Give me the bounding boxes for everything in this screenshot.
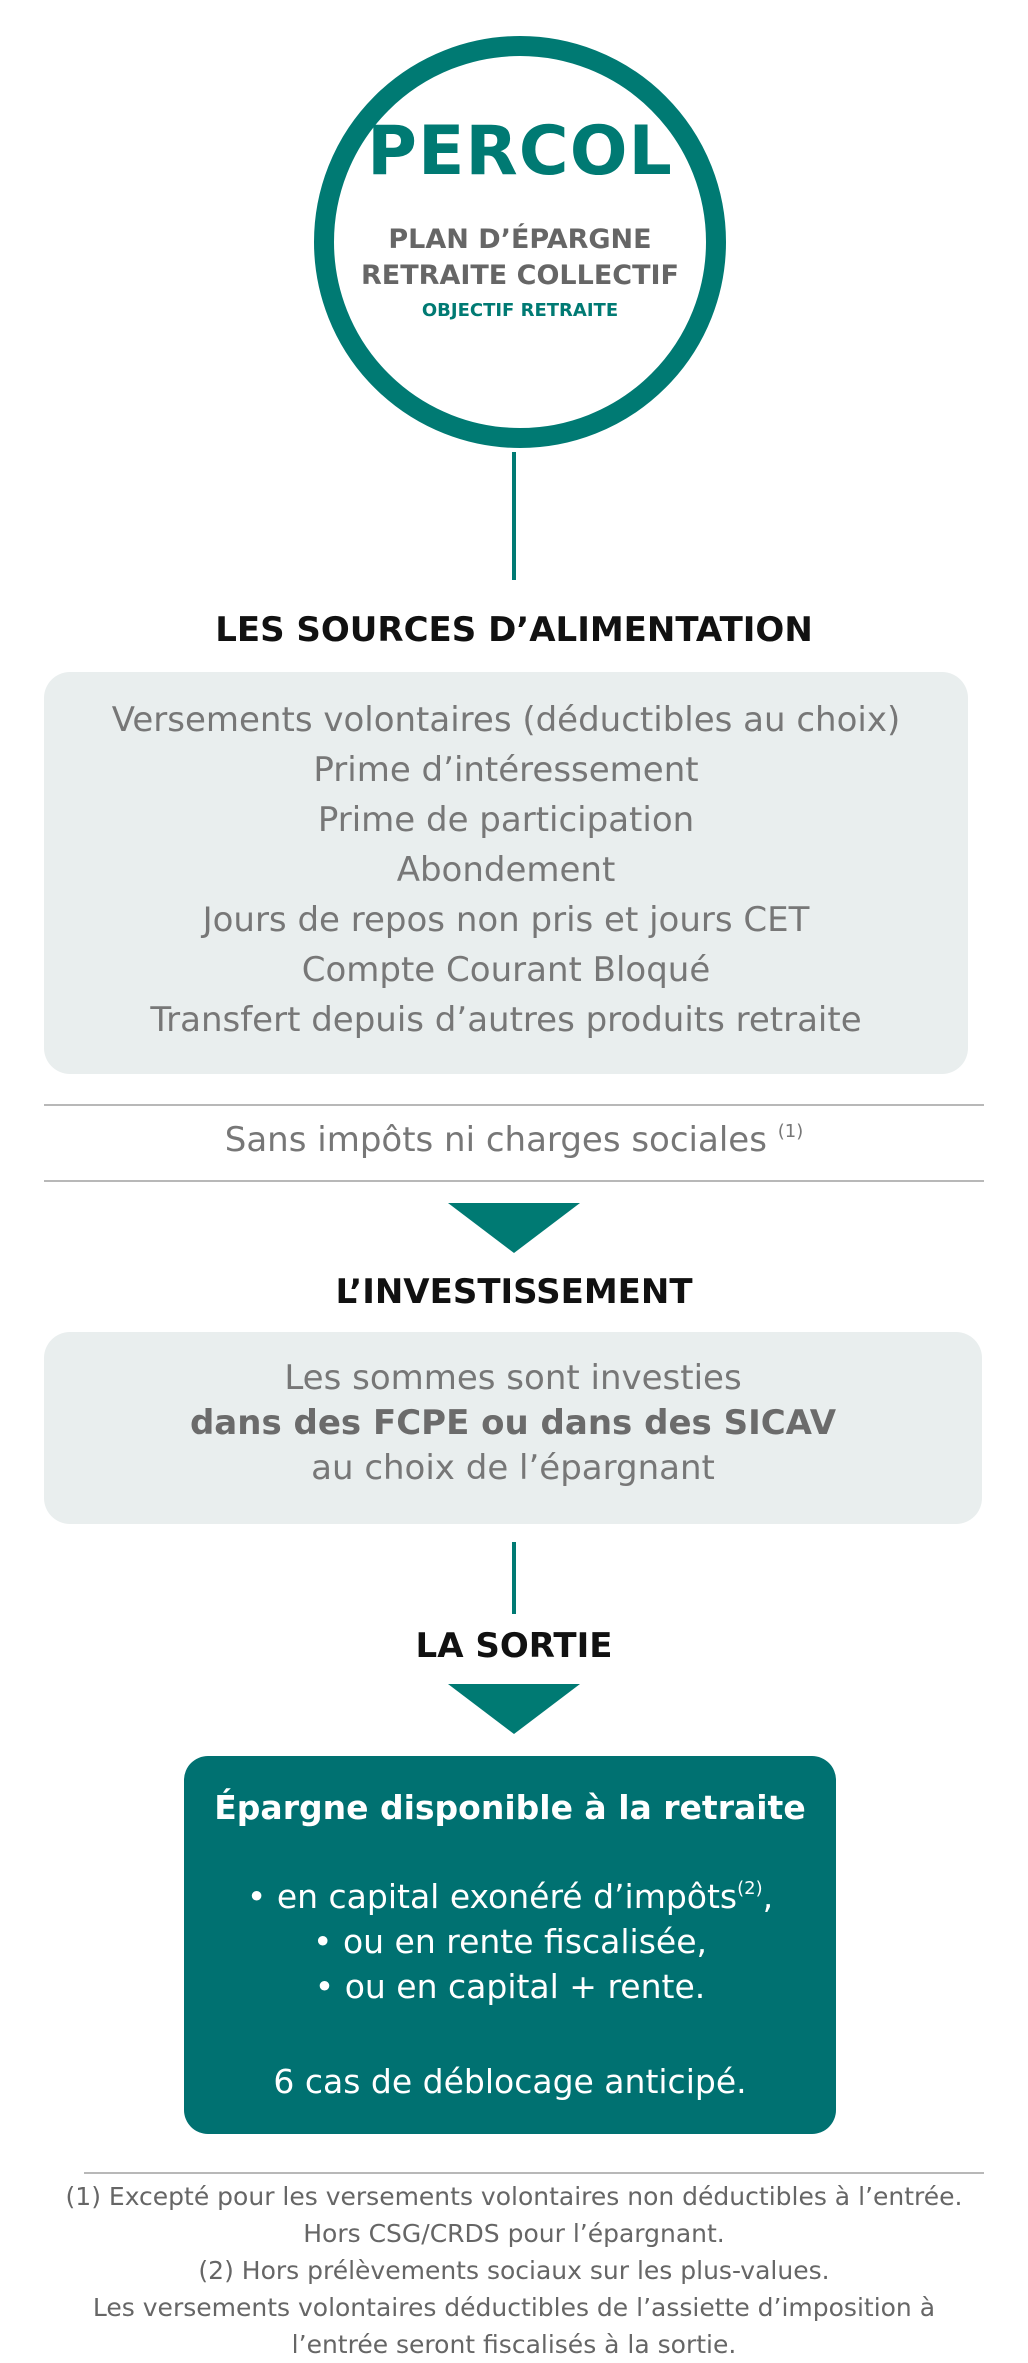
footnotes [0,2178,1028,2363]
percol-subtitle-line2: RETRAITE COLLECTIF [361,260,679,291]
exit-title: LA SORTIE [415,1626,613,1666]
percol-title: PERCOL [367,112,673,191]
exit-options [184,1866,836,2009]
source-item: Compte Courant Bloqué [301,950,711,990]
connector-line-2 [512,1542,516,1614]
source-item: Prime d’intéressement [313,750,699,790]
investment-line1: Les sommes sont investies [284,1358,742,1398]
arrow-down-icon [448,1203,580,1253]
sources-panel [44,672,968,1074]
footnote-line: Hors CSG/CRDS pour l’épargnant. [303,2219,725,2248]
source-item: Versements volontaires (déductibles au choix) [111,700,901,740]
footnote-line: l’entrée seront fiscalisés à la sortie. [291,2330,737,2359]
investment-title: L’INVESTISSEMENT [335,1272,693,1312]
divider-bottom [44,1180,984,1182]
exit-option: • ou en rente fiscalisée, [312,1922,708,1961]
percol-subtitle-line1: PLAN D’ÉPARGNE [388,224,652,255]
footnote-divider [84,2172,984,2174]
source-item: Transfert depuis d’autres produits retraite [150,1000,862,1040]
exit-option: • ou en capital + rente. [314,1967,706,2006]
connector-line-1 [512,452,516,580]
exit-option-text: • en capital exonéré d’impôts [246,1877,738,1916]
divider-top [44,1104,984,1106]
source-item: Abondement [396,850,616,890]
percol-tagline: OBJECTIF RETRAITE [421,300,619,321]
tax-note-text: Sans impôts ni charges sociales [224,1120,767,1160]
sources-list [44,695,968,1045]
sources-title: LES SOURCES D’ALIMENTATION [215,610,813,650]
footnote-line: (1) Excepté pour les versements volontaires non déductibles à l’entrée. [65,2182,963,2211]
investment-line2: dans des FCPE ou dans des SICAV [189,1403,837,1443]
exit-option [184,1866,836,1919]
exit-box-title: Épargne disponible à la retraite [214,1788,806,1827]
source-item: Prime de participation [317,800,695,840]
investment-panel [44,1332,982,1524]
arrow-down-icon [448,1684,580,1734]
exit-option-suffix: , [762,1877,774,1916]
exit-option-ref: (2) [737,1878,763,1899]
tax-note [0,1120,1028,1160]
early-release: 6 cas de déblocage anticipé. [273,2062,747,2101]
footnote-line: (2) Hors prélèvements sociaux sur les plus-values. [198,2256,830,2285]
investment-text [44,1356,982,1491]
source-item: Jours de repos non pris et jours CET [202,900,810,940]
investment-line3: au choix de l’épargnant [311,1448,715,1488]
footnote-line: Les versements volontaires déductibles de l’assiette d’imposition à [92,2293,936,2322]
percol-subtitle [314,222,726,294]
tax-note-ref: (1) [777,1121,804,1142]
exit-box [184,1756,836,2134]
